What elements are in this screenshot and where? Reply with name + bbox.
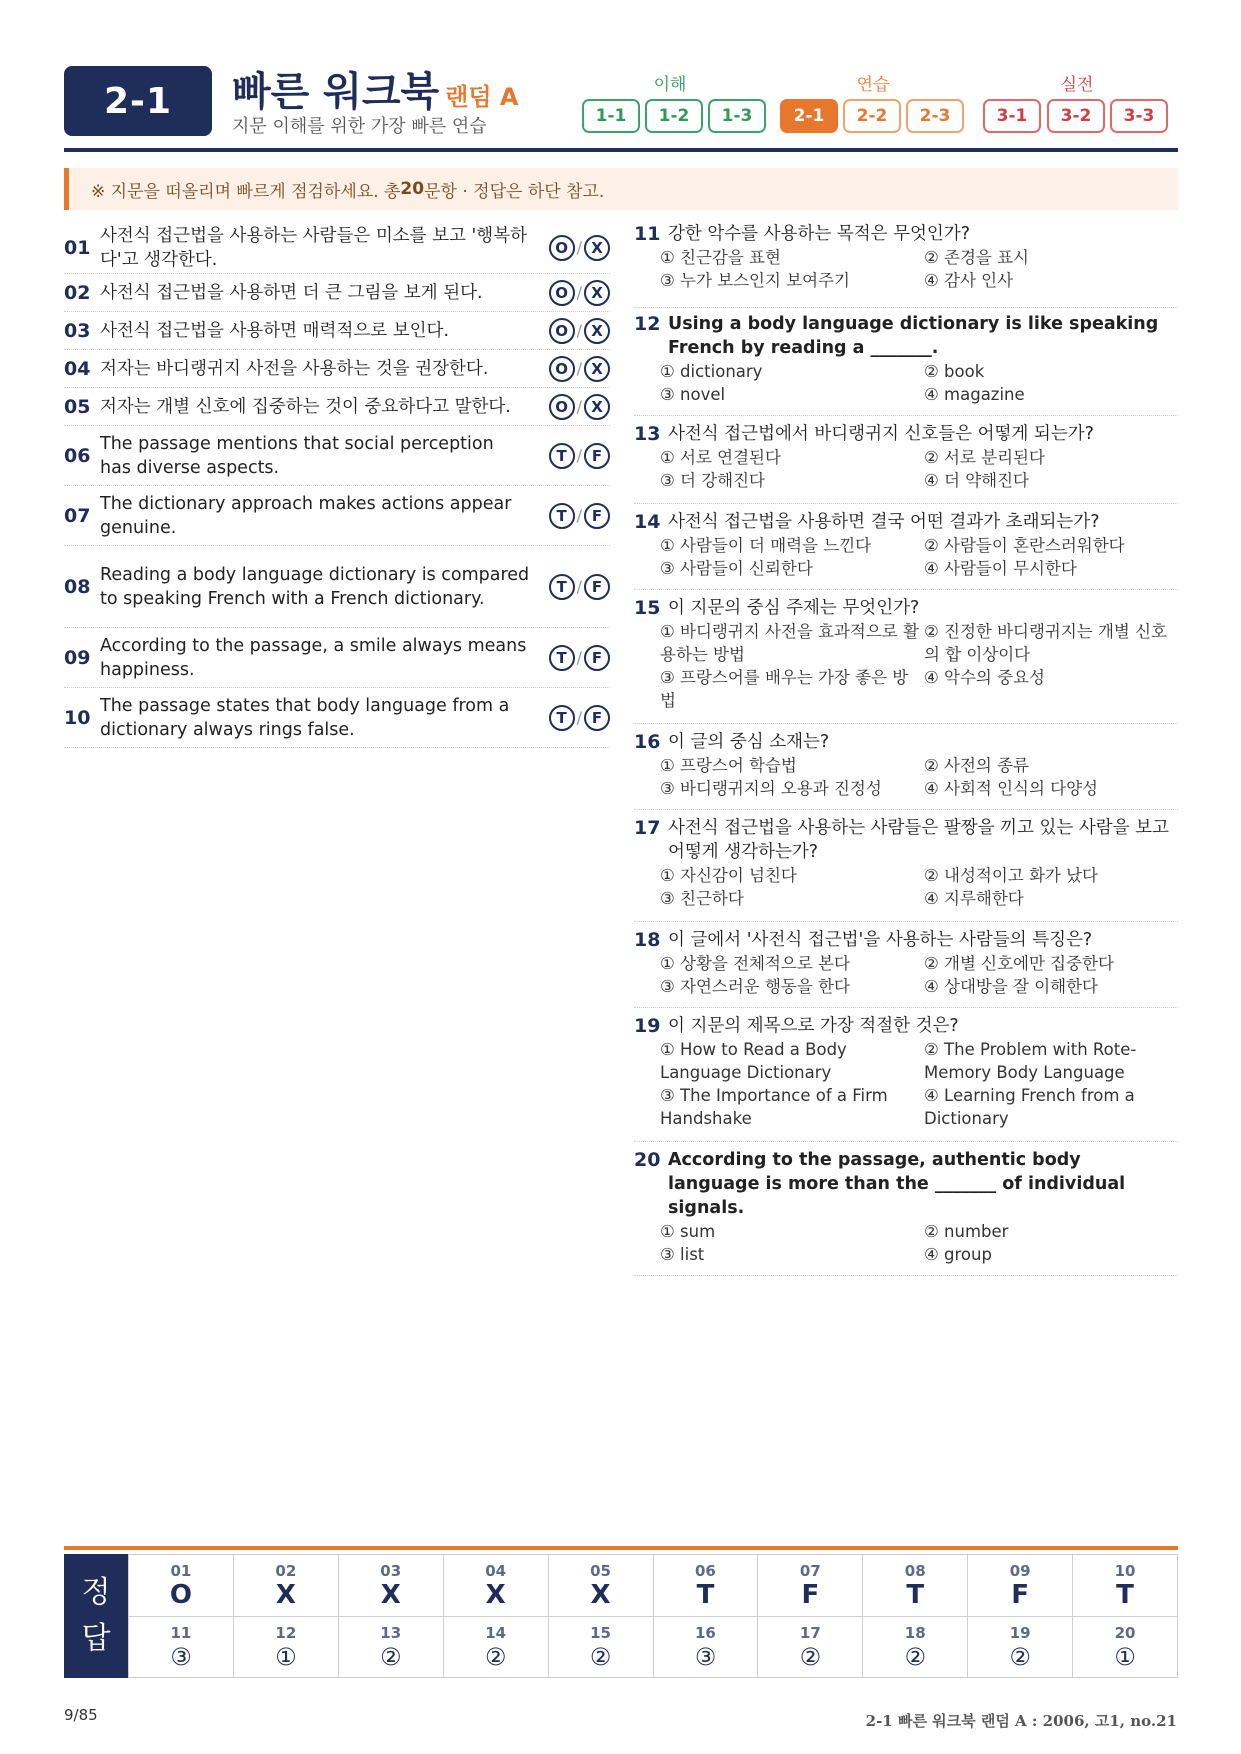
- notice-count: 20: [400, 179, 425, 199]
- answer-number: 19: [1009, 1623, 1031, 1642]
- question-09: [64, 628, 610, 688]
- answer-number: 10: [1114, 1561, 1136, 1580]
- option-4[interactable]: ④ 악수의 중요성: [924, 668, 1045, 687]
- option-1[interactable]: ① 친근감을 표현: [660, 248, 781, 267]
- answer-cell: [1072, 1616, 1177, 1678]
- option-4[interactable]: ④ magazine: [924, 385, 1025, 404]
- question-number: 15: [634, 597, 661, 619]
- option-1[interactable]: ① How to Read a Body Language Dictionary: [660, 1040, 847, 1082]
- question-05: [64, 388, 610, 426]
- question-text: 사전식 접근법을 사용하는 사람들은 미소를 보고 '행복하다'고 생각한다.: [100, 225, 528, 270]
- question-04: [64, 350, 610, 388]
- question-text: 사전식 접근법을 사용하면 더 큰 그림을 보게 된다.: [100, 282, 483, 303]
- answer-number: 03: [380, 1561, 402, 1580]
- option-1[interactable]: ① dictionary: [660, 362, 763, 381]
- answer-cell: [548, 1616, 653, 1678]
- answer-choices: T / F: [538, 503, 610, 529]
- answer-choices: O / X: [538, 394, 610, 420]
- step-button-3-3[interactable]: 3-3: [1110, 99, 1168, 133]
- group-label-practice: 연습: [856, 75, 890, 95]
- answer-choices: O / X: [538, 356, 610, 382]
- question-number: 14: [634, 511, 661, 533]
- answer-value: ②: [379, 1642, 402, 1671]
- option-4[interactable]: ④ 상대방을 잘 이해한다: [924, 977, 1098, 996]
- question-10: [64, 688, 610, 748]
- answer-cell: [338, 1554, 443, 1616]
- question-text: 사전식 접근법을 사용하면 매력적으로 보인다.: [100, 320, 450, 341]
- option-4[interactable]: ④ 사회적 인식의 다양성: [924, 779, 1098, 798]
- choice-f[interactable]: F: [584, 503, 610, 529]
- choice-o[interactable]: O: [549, 356, 575, 382]
- title-text: 빠른 워크북: [232, 69, 440, 115]
- step-button-1-1[interactable]: 1-1: [582, 99, 640, 133]
- question-text: 이 지문의 제목으로 가장 적절한 것은?: [668, 1016, 959, 1036]
- answer-cell: [233, 1554, 338, 1616]
- question-number: 12: [634, 313, 661, 335]
- question-06: [64, 426, 610, 486]
- question-02: [64, 274, 610, 312]
- group-label-real: 실전: [1060, 75, 1094, 95]
- answer-number: 15: [590, 1623, 611, 1642]
- question-number: 04: [64, 357, 91, 380]
- question-number: 08: [64, 575, 91, 598]
- option-3[interactable]: ③ 바디랭귀지의 오용과 진정성: [660, 779, 882, 798]
- question-14: [634, 504, 1178, 590]
- option-list: [660, 864, 1178, 910]
- choice-x[interactable]: X: [584, 394, 610, 420]
- answer-key-grid: [128, 1554, 1178, 1678]
- answer-key-label-bottom: 답: [81, 1621, 111, 1656]
- answer-cell: [548, 1554, 653, 1616]
- answer-value: X: [485, 1579, 506, 1610]
- choice-x[interactable]: X: [584, 280, 610, 306]
- answer-value: F: [1011, 1579, 1030, 1610]
- choice-x[interactable]: X: [584, 318, 610, 344]
- option-4[interactable]: ④ group: [924, 1245, 992, 1264]
- answer-value: ③: [170, 1642, 192, 1671]
- answer-value: F: [801, 1579, 820, 1610]
- question-text: 이 지문의 중심 주제는 무엇인가?: [668, 598, 920, 618]
- notice-prefix: ※ 지문을 떠올리며 빠르게 점검하세요. 총: [91, 181, 401, 202]
- answer-choices: O / X: [538, 235, 610, 261]
- option-2[interactable]: ② 서로 분리된다: [924, 448, 1045, 467]
- option-list: [660, 446, 1178, 492]
- question-number: 03: [64, 319, 91, 342]
- answer-cell: [443, 1554, 548, 1616]
- question-text: The passage mentions that social perception has diverse aspects.: [100, 433, 494, 478]
- answer-number: 09: [1009, 1561, 1031, 1580]
- answer-cell: [862, 1554, 967, 1616]
- choice-f[interactable]: F: [584, 705, 610, 731]
- question-text: 이 글에서 '사전식 접근법'을 사용하는 사람들의 특징은?: [668, 930, 1093, 950]
- answer-value: X: [590, 1579, 611, 1610]
- source-caption: 2-1 빠른 워크북 랜덤 A : 2006, 고1, no.21: [865, 1712, 1177, 1730]
- answer-key-label: [64, 1554, 128, 1678]
- answer-number: 04: [485, 1561, 507, 1580]
- page-number: 9/85: [64, 1706, 98, 1724]
- answer-cell: [653, 1616, 758, 1678]
- answer-cell: [1072, 1554, 1177, 1616]
- question-number: 17: [634, 817, 661, 839]
- answer-choices: T / F: [538, 443, 610, 469]
- choice-t[interactable]: T: [549, 503, 575, 529]
- answer-number: 02: [275, 1561, 297, 1580]
- answer-key-divider: [64, 1546, 1178, 1550]
- question-01: [64, 222, 610, 274]
- choice-f[interactable]: F: [584, 443, 610, 469]
- option-4[interactable]: ④ 지루해한다: [924, 889, 1024, 908]
- option-3[interactable]: ③ 사람들이 신뢰한다: [660, 559, 813, 578]
- answer-number: 14: [485, 1623, 507, 1642]
- answer-key-label-top: 정: [81, 1575, 111, 1610]
- answer-value: T: [696, 1579, 715, 1610]
- answer-number: 13: [380, 1623, 402, 1642]
- question-text: According to the passage, a smile always means happiness.: [100, 635, 527, 680]
- question-18: [634, 922, 1178, 1008]
- option-3[interactable]: ③ 자연스러운 행동을 한다: [660, 977, 850, 996]
- question-07: [64, 486, 610, 546]
- option-list: [660, 754, 1178, 800]
- question-text: Using a body language dictionary is like speaking French by reading a _______.: [668, 314, 1159, 358]
- question-08: [64, 546, 610, 628]
- option-4[interactable]: ④ Learning French from a Dictionary: [924, 1086, 1135, 1128]
- option-4[interactable]: ④ 사람들이 무시한다: [924, 559, 1077, 578]
- option-1[interactable]: ① 자신감이 넘친다: [660, 866, 797, 885]
- answer-choices: T / F: [538, 705, 610, 731]
- answer-cell: [443, 1616, 548, 1678]
- answer-choices: O / X: [538, 280, 610, 306]
- option-list: [660, 620, 1178, 712]
- option-list: [660, 1038, 1178, 1130]
- choice-t[interactable]: T: [549, 443, 575, 469]
- question-text: 사전식 접근법에서 바디랭귀지 신호들은 어떻게 되는가?: [668, 424, 1094, 444]
- step-button-3-1[interactable]: 3-1: [983, 99, 1041, 133]
- option-3[interactable]: ③ 프랑스어를 배우는 가장 좋은 방법: [660, 668, 909, 710]
- mc-question-list: [634, 222, 1178, 1276]
- question-number: 10: [64, 706, 91, 729]
- answer-value: ③: [694, 1642, 717, 1671]
- answer-cell: [338, 1616, 443, 1678]
- choice-f[interactable]: F: [584, 574, 610, 600]
- page-subtitle: 지문 이해를 위한 가장 빠른 연습: [232, 116, 487, 137]
- option-1[interactable]: ① 서로 연결된다: [660, 448, 781, 467]
- option-list: [660, 534, 1178, 580]
- answer-number: 16: [695, 1623, 716, 1642]
- choice-x[interactable]: X: [584, 356, 610, 382]
- step-button-1-2[interactable]: 1-2: [645, 99, 703, 133]
- answer-cell: [862, 1616, 967, 1678]
- question-number: 20: [634, 1149, 661, 1171]
- question-text: 이 글의 중심 소재는?: [668, 732, 830, 752]
- answer-value: ②: [484, 1642, 507, 1671]
- question-number: 07: [64, 504, 91, 527]
- option-list: [660, 1220, 1178, 1266]
- option-3[interactable]: ③ novel: [660, 385, 726, 404]
- question-15: [634, 590, 1178, 724]
- question-text: 저자는 개별 신호에 집중하는 것이 중요하다고 말한다.: [100, 396, 511, 417]
- option-2[interactable]: ② 사람들이 혼란스러워한다: [924, 536, 1125, 555]
- question-13: [634, 416, 1178, 504]
- option-3[interactable]: ③ 친근하다: [660, 889, 744, 908]
- question-text: 저자는 바디랭귀지 사전을 사용하는 것을 권장한다.: [100, 358, 489, 379]
- choice-t[interactable]: T: [549, 645, 575, 671]
- ox-question-list: [64, 222, 610, 748]
- question-17: [634, 810, 1178, 922]
- option-2[interactable]: ② book: [924, 362, 985, 381]
- answer-cell: [128, 1616, 233, 1678]
- question-number: 19: [634, 1015, 661, 1037]
- option-1[interactable]: ① 사람들이 더 매력을 느낀다: [660, 536, 872, 555]
- option-1[interactable]: ① 상황을 전체적으로 본다: [660, 954, 850, 973]
- question-text: 사전식 접근법을 사용하면 결국 어떤 결과가 초래되는가?: [668, 512, 1100, 532]
- question-number: 13: [634, 423, 661, 445]
- step-button-2-3[interactable]: 2-3: [906, 99, 964, 133]
- header-divider: [64, 148, 1178, 152]
- choice-o[interactable]: O: [549, 394, 575, 420]
- answer-cell: [967, 1616, 1072, 1678]
- choice-t[interactable]: T: [549, 705, 575, 731]
- answer-choices: T / F: [538, 645, 610, 671]
- group-label-understand: 이해: [653, 75, 687, 95]
- answer-cell: [967, 1554, 1072, 1616]
- choice-o[interactable]: O: [549, 280, 575, 306]
- question-number: 09: [64, 646, 91, 669]
- option-list: [660, 246, 1178, 292]
- choice-x[interactable]: X: [584, 235, 610, 261]
- answer-value: ①: [1114, 1642, 1136, 1671]
- question-number: 02: [64, 281, 91, 304]
- option-4[interactable]: ④ 감사 인사: [924, 271, 1014, 290]
- answer-number: 18: [904, 1623, 926, 1642]
- page-title: [232, 60, 518, 117]
- option-3[interactable]: ③ The Importance of a Firm Handshake: [660, 1086, 888, 1128]
- option-2[interactable]: ② 개별 신호에만 집중한다: [924, 954, 1114, 973]
- choice-o[interactable]: O: [549, 235, 575, 261]
- answer-number: 20: [1114, 1623, 1136, 1642]
- answer-value: O: [169, 1579, 192, 1610]
- answer-number: 12: [275, 1623, 297, 1642]
- answer-value: ②: [589, 1642, 612, 1671]
- option-list: [660, 952, 1178, 998]
- step-button-2-2[interactable]: 2-2: [843, 99, 901, 133]
- answer-value: X: [380, 1579, 401, 1610]
- option-1[interactable]: ① 프랑스어 학습법: [660, 756, 797, 775]
- option-2[interactable]: ② 존경을 표시: [924, 248, 1029, 267]
- option-2[interactable]: ② 사전의 종류: [924, 756, 1029, 775]
- step-button-1-3[interactable]: 1-3: [708, 99, 766, 133]
- step-button-3-2[interactable]: 3-2: [1047, 99, 1105, 133]
- question-number: 11: [634, 223, 661, 245]
- question-number: 18: [634, 929, 661, 951]
- answer-cell: [653, 1554, 758, 1616]
- question-text: According to the passage, authentic body language is more than the _______ of individual signals.: [668, 1150, 1126, 1218]
- question-number: 01: [64, 236, 91, 259]
- answer-number: 06: [695, 1561, 716, 1580]
- answer-choices: T / F: [538, 574, 610, 600]
- answer-number: 01: [170, 1561, 192, 1580]
- answer-number: 11: [170, 1623, 192, 1642]
- answer-value: X: [275, 1579, 296, 1610]
- option-2[interactable]: ② The Problem with Rote-Memory Body Language: [924, 1040, 1137, 1082]
- option-1[interactable]: ① 바디랭귀지 사전을 효과적으로 활용하는 방법: [660, 622, 919, 664]
- question-12: [634, 308, 1178, 416]
- answer-number: 05: [590, 1561, 611, 1580]
- unit-badge: 2-1: [64, 66, 212, 136]
- answer-cell: [757, 1616, 862, 1678]
- answer-value: T: [906, 1579, 925, 1610]
- option-1[interactable]: ① sum: [660, 1222, 716, 1241]
- answer-choices: O / X: [538, 318, 610, 344]
- question-11: [634, 222, 1178, 308]
- answer-value: ②: [1009, 1642, 1031, 1671]
- option-2[interactable]: ② 내성적이고 화가 났다: [924, 866, 1098, 885]
- answer-number: 17: [799, 1623, 821, 1642]
- option-list: [660, 360, 1178, 406]
- answer-number: 07: [799, 1561, 821, 1580]
- answer-cell: [757, 1554, 862, 1616]
- answer-number: 08: [904, 1561, 926, 1580]
- choice-o[interactable]: O: [549, 318, 575, 344]
- option-3[interactable]: ③ 누가 보스인지 보여주기: [660, 271, 850, 290]
- title-tag: 랜덤 A: [445, 83, 519, 111]
- question-number: 16: [634, 731, 661, 753]
- question-text: 강한 악수를 사용하는 목적은 무엇인가?: [668, 224, 971, 244]
- question-text: Reading a body language dictionary is compared to speaking French with a French dictionary.: [100, 564, 530, 609]
- answer-value: ①: [275, 1642, 297, 1671]
- question-16: [634, 724, 1178, 810]
- instruction-notice: [64, 168, 1178, 210]
- answer-value: ②: [799, 1642, 822, 1671]
- question-03: [64, 312, 610, 350]
- notice-suffix: 문항 · 정답은 하단 참고.: [424, 181, 605, 202]
- question-19: [634, 1008, 1178, 1142]
- question-number: 05: [64, 395, 91, 418]
- question-text: 사전식 접근법을 사용하는 사람들은 팔짱을 끼고 있는 사람을 보고 어떻게 생각하는가?: [668, 818, 1169, 862]
- option-4[interactable]: ④ 더 약해진다: [924, 471, 1029, 490]
- option-3[interactable]: ③ list: [660, 1245, 705, 1264]
- option-2[interactable]: ② number: [924, 1222, 1009, 1241]
- option-3[interactable]: ③ 더 강해진다: [660, 471, 765, 490]
- choice-f[interactable]: F: [584, 645, 610, 671]
- answer-cell: [233, 1616, 338, 1678]
- option-2[interactable]: ② 진정한 바디랭귀지는 개별 신호의 합 이상이다: [924, 622, 1167, 664]
- answer-cell: [128, 1554, 233, 1616]
- question-20: [634, 1142, 1178, 1276]
- question-text: The passage states that body language from a dictionary always rings false.: [100, 695, 510, 740]
- answer-value: T: [1116, 1579, 1134, 1610]
- answer-value: ②: [904, 1642, 926, 1671]
- step-button-2-1[interactable]: 2-1: [780, 99, 838, 133]
- question-text: The dictionary approach makes actions appear genuine.: [100, 493, 512, 538]
- question-number: 06: [64, 444, 91, 467]
- choice-t[interactable]: T: [549, 574, 575, 600]
